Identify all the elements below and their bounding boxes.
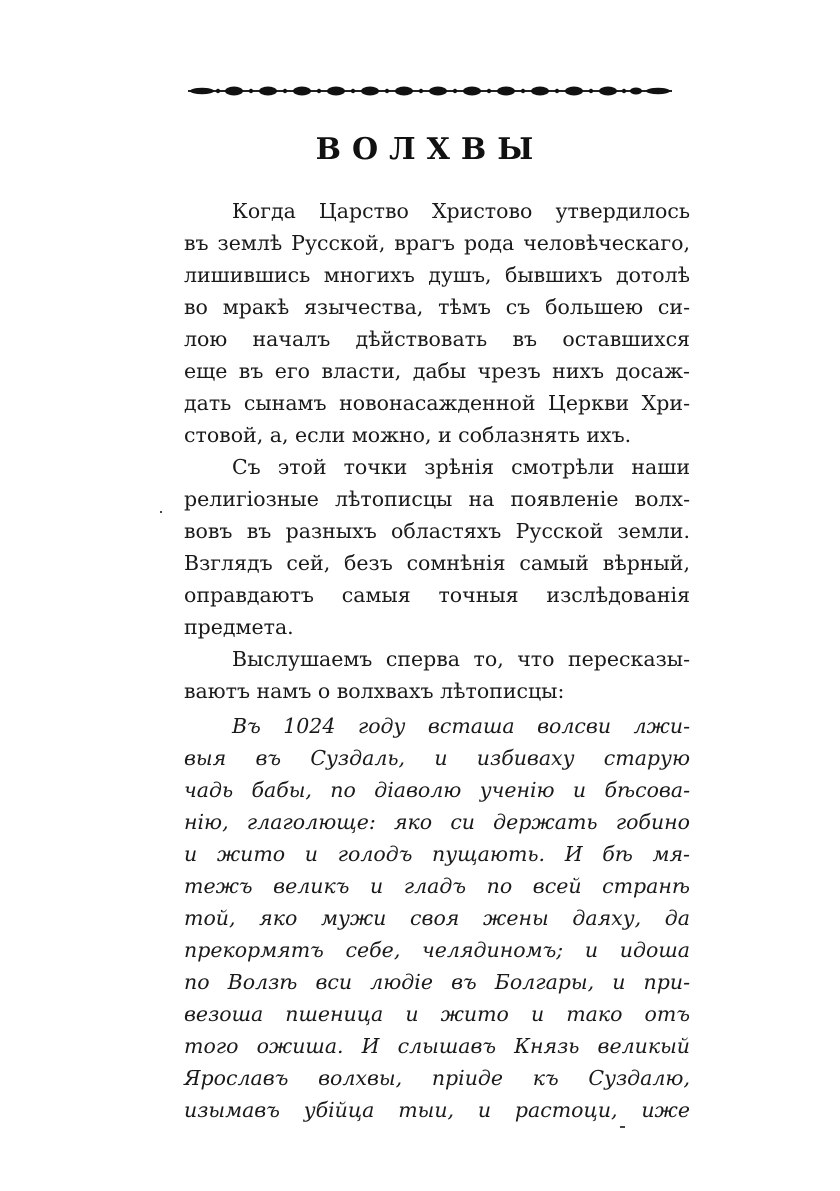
quote-line: и жито и голодъ пущають. И бѣ мя- xyxy=(184,842,690,866)
text-line: религіозные лѣтописцы на появленіе волх- xyxy=(184,487,690,511)
quote-line: той, яко мужи своя жены даяху, да xyxy=(184,906,690,930)
quote-line: того ожиша. И слышавъ Князь великый xyxy=(184,1034,690,1058)
text-line: вовъ въ разныхъ областяхъ Русской земли. xyxy=(184,519,690,543)
scan-speck xyxy=(620,1126,625,1128)
text-line: дать сынамъ новонасажденной Церкви Хри- xyxy=(184,391,690,415)
quote-line: везоша пшеница и жито и тако отъ xyxy=(184,1002,690,1026)
quote-line: Ярославъ волхвы, пріиде къ Суздалю, xyxy=(184,1066,690,1090)
text-line: ваютъ намъ о волхвахъ лѣтописцы: xyxy=(184,679,565,703)
quote-line: нію, глаголюще: яко си держать гобино xyxy=(184,810,690,834)
text-line: оправдаютъ самыя точныя изслѣдованія xyxy=(184,583,690,607)
text-line: Выслушаемъ сперва то, что пересказы- xyxy=(232,647,690,671)
text-line: въ землѣ Русской, врагъ рода человѣческаго, xyxy=(184,231,690,255)
quote-line: выя въ Суздаль, и избиваху старую xyxy=(184,746,690,770)
text-line: Съ этой точки зрѣнія смотрѣли наши xyxy=(232,455,690,479)
quote-line: чадь бабы, по діаволю ученію и бѣсова- xyxy=(184,778,690,802)
text-line: во мракѣ язычества, тѣмъ съ большею си- xyxy=(184,295,690,319)
text-line: Взглядъ сей, безъ сомнѣнія самый вѣрный, xyxy=(184,551,690,575)
scan-speck xyxy=(160,511,162,513)
ornament-divider xyxy=(188,82,672,100)
text-line: еще въ его власти, дабы чрезъ нихъ досаж- xyxy=(184,359,690,383)
quote-line: тежъ великъ и гладъ по всей странѣ xyxy=(184,874,690,898)
quote-line: прекормятъ себе, челядиномъ; и идоша xyxy=(184,938,690,962)
quote-line: Въ 1024 году всташа волсви лжи- xyxy=(232,714,690,738)
quote-line: изымавъ убійца тыи, и растоци, иже xyxy=(184,1098,690,1122)
text-line: предмета. xyxy=(184,615,294,639)
text-line: Когда Царство Христово утвердилось xyxy=(232,199,690,223)
text-line: стовой, а, если можно, и соблазнять ихъ. xyxy=(184,423,632,447)
text-line: лишившись многихъ душъ, бывшихъ дотолѣ xyxy=(184,263,690,287)
text-line: лою началъ дѣйствовать въ оставшихся xyxy=(184,327,690,351)
chapter-title: ВОЛХВЫ xyxy=(315,132,545,167)
quote-line: по Волзѣ вси людіе въ Болгары, и при- xyxy=(184,970,690,994)
